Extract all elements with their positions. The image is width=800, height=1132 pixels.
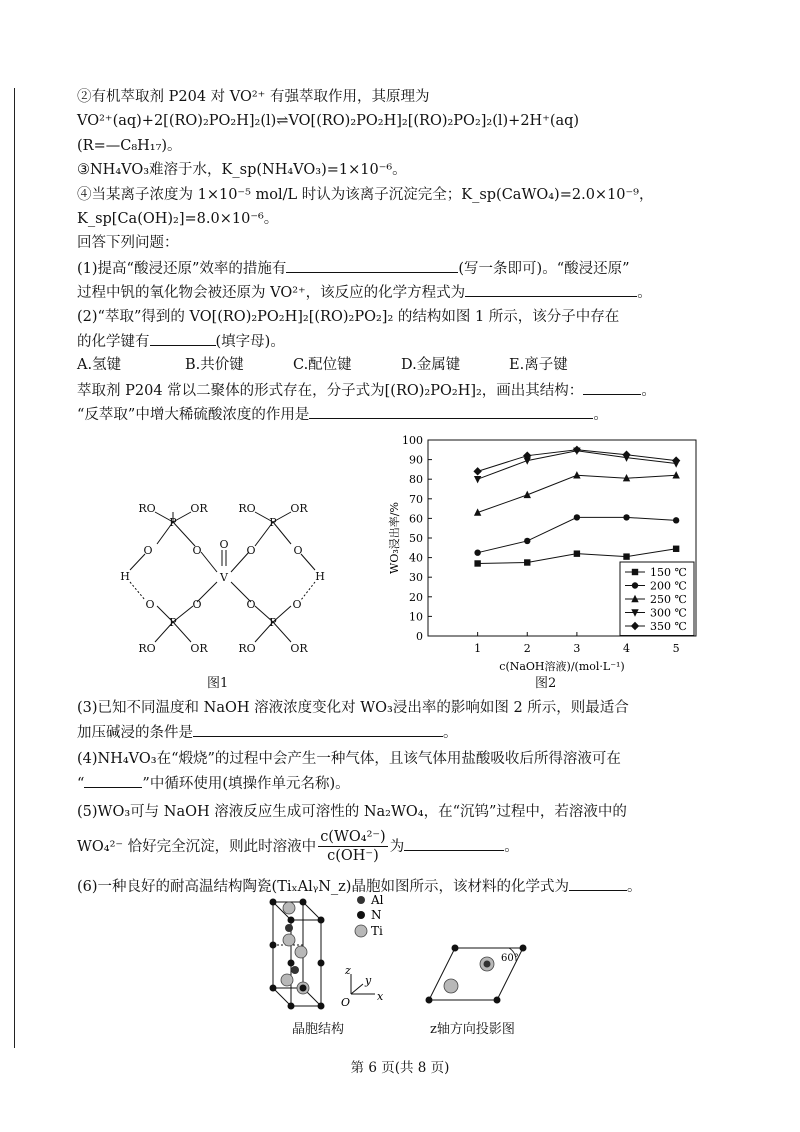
x-tick-label: 4 [623,642,631,655]
label-or: OR [290,502,308,515]
question-text: (填字母)。 [215,333,285,350]
label-o: O [246,544,256,557]
legend-label: 350 ℃ [650,620,687,633]
label-p: P [169,616,177,629]
question-text: 的化学键有 [77,333,150,350]
question-text: 。 [626,878,642,895]
question-5-line-1: (5)WO₃可与 NaOH 溶液反应生成可溶性的 Na₂WO₄，在“沉钨”过程中，若溶液中的 [77,803,627,820]
question-text: “反萃取”中增大稀硫酸浓度的作用是 [77,407,310,424]
y-tick-label: 30 [409,571,423,585]
label-p: P [169,516,177,529]
x-tick-label: 2 [523,642,531,655]
label-o: O [293,544,303,557]
data-point-series-2 [673,517,679,523]
crystal-structure-figure [255,888,545,1038]
data-point-series-2 [574,514,580,520]
question-text: WO₄²⁻ 恰好完全沉淀，则此时溶液中 [77,838,317,855]
legend-n-label: N [371,908,382,922]
text-line: ④当某离子浓度为 1×10⁻⁵ mol/L 时认为该离子沉淀完全；K_sp(CaWO₄)=2.0×10⁻⁹， [77,186,654,203]
x-tick-label: 5 [672,642,680,655]
legend-ti-label: Ti [371,924,383,938]
question-text: 萃取剂 P204 常以二聚体的形式存在，分子式为[(RO)₂PO₂H]₂，画出其结构： [77,382,584,399]
figure-1-structure [105,488,335,663]
text-line: ③NH₄VO₃难溶于水，K_sp(NH₄VO₃)=1×10⁻⁶。 [77,162,407,179]
y-axis-label: WO₃浸出率/% [388,502,401,574]
option-b: B.共价键 [185,357,244,374]
question-1-line-1 [77,256,727,280]
fraction-denominator: c(OH⁻) [327,848,379,865]
exam-page-lower [77,696,727,898]
answer-blank-6[interactable] [569,874,627,891]
label-ro: RO [138,502,156,515]
answer-blank-4[interactable] [84,771,142,788]
question-text: 加压碱浸的条件是 [77,725,193,742]
data-point-series-2 [474,550,480,556]
axes-indicator [351,974,375,994]
y-tick-label: 90 [409,453,423,467]
label-or: OR [190,502,208,515]
legend-label: 250 ℃ [650,593,687,606]
equilibrium-equation: VO²⁺(aq)+2[(RO)₂PO₂H]₂(l)⇌VO[(RO)₂PO₂H]₂[(RO)₂PO₂]₂(l)+2H⁺(aq) [77,113,580,130]
answer-blank-5[interactable] [404,834,504,851]
data-point-series-1 [623,553,629,559]
text-line: K_sp[Ca(OH)₂]=8.0×10⁻⁶。 [77,210,279,227]
y-tick-label: 20 [409,590,423,604]
text-line: (R=—C₈H₁₇)。 [77,137,182,154]
question-text: “ [77,776,85,793]
answer-blank-1-equation[interactable] [465,280,637,297]
question-3-line-2 [77,720,727,744]
question-2-line-2 [77,329,727,353]
question-text: 过程中钒的氧化物会被还原为 VO²⁺，该反应的化学方程式为 [77,285,466,302]
answer-blank-1-measure[interactable] [286,256,458,273]
legend-n-marker [357,911,365,919]
option-c: C.配位键 [293,357,352,374]
answer-blank-2-acid[interactable] [309,402,593,419]
data-point-series-1 [474,560,480,566]
axis-z-label: z [345,964,351,977]
legend-label: 200 ℃ [650,579,687,593]
question-text: 。 [443,725,458,742]
ti-atoms [281,902,309,994]
projection-ti-atom [444,979,458,993]
y-tick-label: 50 [409,532,423,545]
label-o: O [192,544,202,557]
crystal-caption-left: 晶胞结构 [292,1022,345,1037]
question-text: 。 [504,838,519,855]
option-e: E.离子键 [509,357,568,374]
y-tick-label: 80 [409,473,423,487]
series-line-3 [478,475,677,512]
concentration-fraction [318,828,388,865]
question-text: 为 [389,838,405,855]
data-point-series-3 [672,471,679,478]
x-tick-label: 3 [573,642,581,655]
y-tick-label: 0 [416,630,423,643]
label-o: O [192,598,202,611]
y-tick-label: 10 [409,610,423,624]
figure-2-caption: 图2 [535,676,557,691]
question-1-line-2 [77,280,727,304]
figure-2-chart [370,432,710,672]
answer-blank-3[interactable] [193,720,443,737]
question-3-line-1: (3)已知不同温度和 NaOH 溶液浓度变化对 WO₃浸出率的影响如图 2 所示，则最适合 [77,700,629,716]
label-o: O [246,598,256,611]
label-or: OR [290,642,308,655]
binding-margin-line [14,88,15,1048]
question-4-line-1: (4)NH₄VO₃在“煅烧”的过程中会产生一种气体，且该气体用盐酸吸收后所得溶液可在 [77,750,621,767]
y-tick-label: 70 [409,492,423,506]
fraction-numerator: c(WO₄²⁻) [320,829,386,846]
question-text: 。 [641,382,656,399]
series-line-2 [478,517,677,552]
data-point-series-1 [574,550,580,556]
figure-1-caption: 图1 [207,676,229,691]
crystal-caption-right: z轴方向投影图 [430,1022,515,1037]
label-ro: RO [238,502,256,515]
legend-marker [632,582,638,588]
x-axis-label: c(NaOH溶液)/(mol·L⁻¹) [499,660,625,672]
label-h: H [120,570,130,583]
answer-blank-2-bonds[interactable] [150,329,216,346]
y-tick-label: 40 [409,551,423,565]
data-point-series-2 [524,538,530,544]
question-text: ”中循环使用(填操作单元名称)。 [142,776,350,793]
label-o: O [219,538,229,551]
question-2-line-1: (2)“萃取”得到的 VO[(RO)₂PO₂H]₂[(RO)₂PO₂]₂ 的结构如图 1 所示，该分子中存在 [77,308,620,325]
label-or: OR [190,642,208,655]
axis-x-label: x [377,990,384,1003]
data-point-series-1 [673,546,679,552]
data-point-series-1 [524,559,530,565]
data-point-series-5 [573,446,581,454]
question-2-line-4 [77,402,727,426]
angle-label: 60° [501,953,519,964]
legend-al-label: Al [371,893,384,907]
exam-page [77,85,727,426]
data-point-series-4 [474,476,481,483]
label-o: O [143,544,153,557]
text-line: 回答下列问题： [77,235,179,252]
legend-ti-marker [355,925,367,937]
legend-marker [632,569,638,575]
legend-label: 150 ℃ [650,566,687,579]
label-p: P [269,616,277,629]
option-d: D.金属键 [401,357,461,374]
legend-label: 300 ℃ [650,606,687,620]
label-o: O [292,598,302,611]
question-2-line-3 [77,378,727,402]
answer-blank-2-structure[interactable] [583,378,641,395]
question-text: (6)一种良好的耐高温结构陶瓷(TiₓAlᵧN_z)晶胞如图所示，该材料的化学式为 [77,878,569,895]
text-line: ②有机萃取剂 P204 对 VO²⁺ 有强萃取作用，其原理为 [77,89,430,105]
question-5-line-2 [77,824,727,870]
question-text: (1)提高“酸浸还原”效率的措施有 [77,260,287,277]
label-ro: RO [138,642,156,655]
axis-y-label: y [365,974,372,987]
question-4-line-2 [77,771,727,795]
data-point-series-5 [473,467,481,475]
options-row [77,353,727,377]
data-point-series-3 [573,471,580,478]
question-text: (写一条即可)。“酸浸还原” [458,260,630,277]
axis-origin-label: O [341,996,351,1009]
question-text: 。 [593,407,608,424]
x-tick-label: 1 [474,642,482,655]
question-text: 。 [637,285,652,302]
y-tick-label: 100 [402,434,423,447]
label-o: O [145,598,155,611]
page-footer: 第 6 页(共 8 页) [350,1060,450,1076]
data-point-series-2 [623,514,629,520]
label-v: V [220,571,228,584]
y-tick-label: 60 [409,512,423,526]
label-ro: RO [238,642,256,655]
projection-al-atom [484,961,491,968]
option-a: A.氢键 [77,357,122,374]
label-p: P [269,516,277,529]
label-h: H [315,570,325,583]
legend-al-marker [357,896,365,904]
